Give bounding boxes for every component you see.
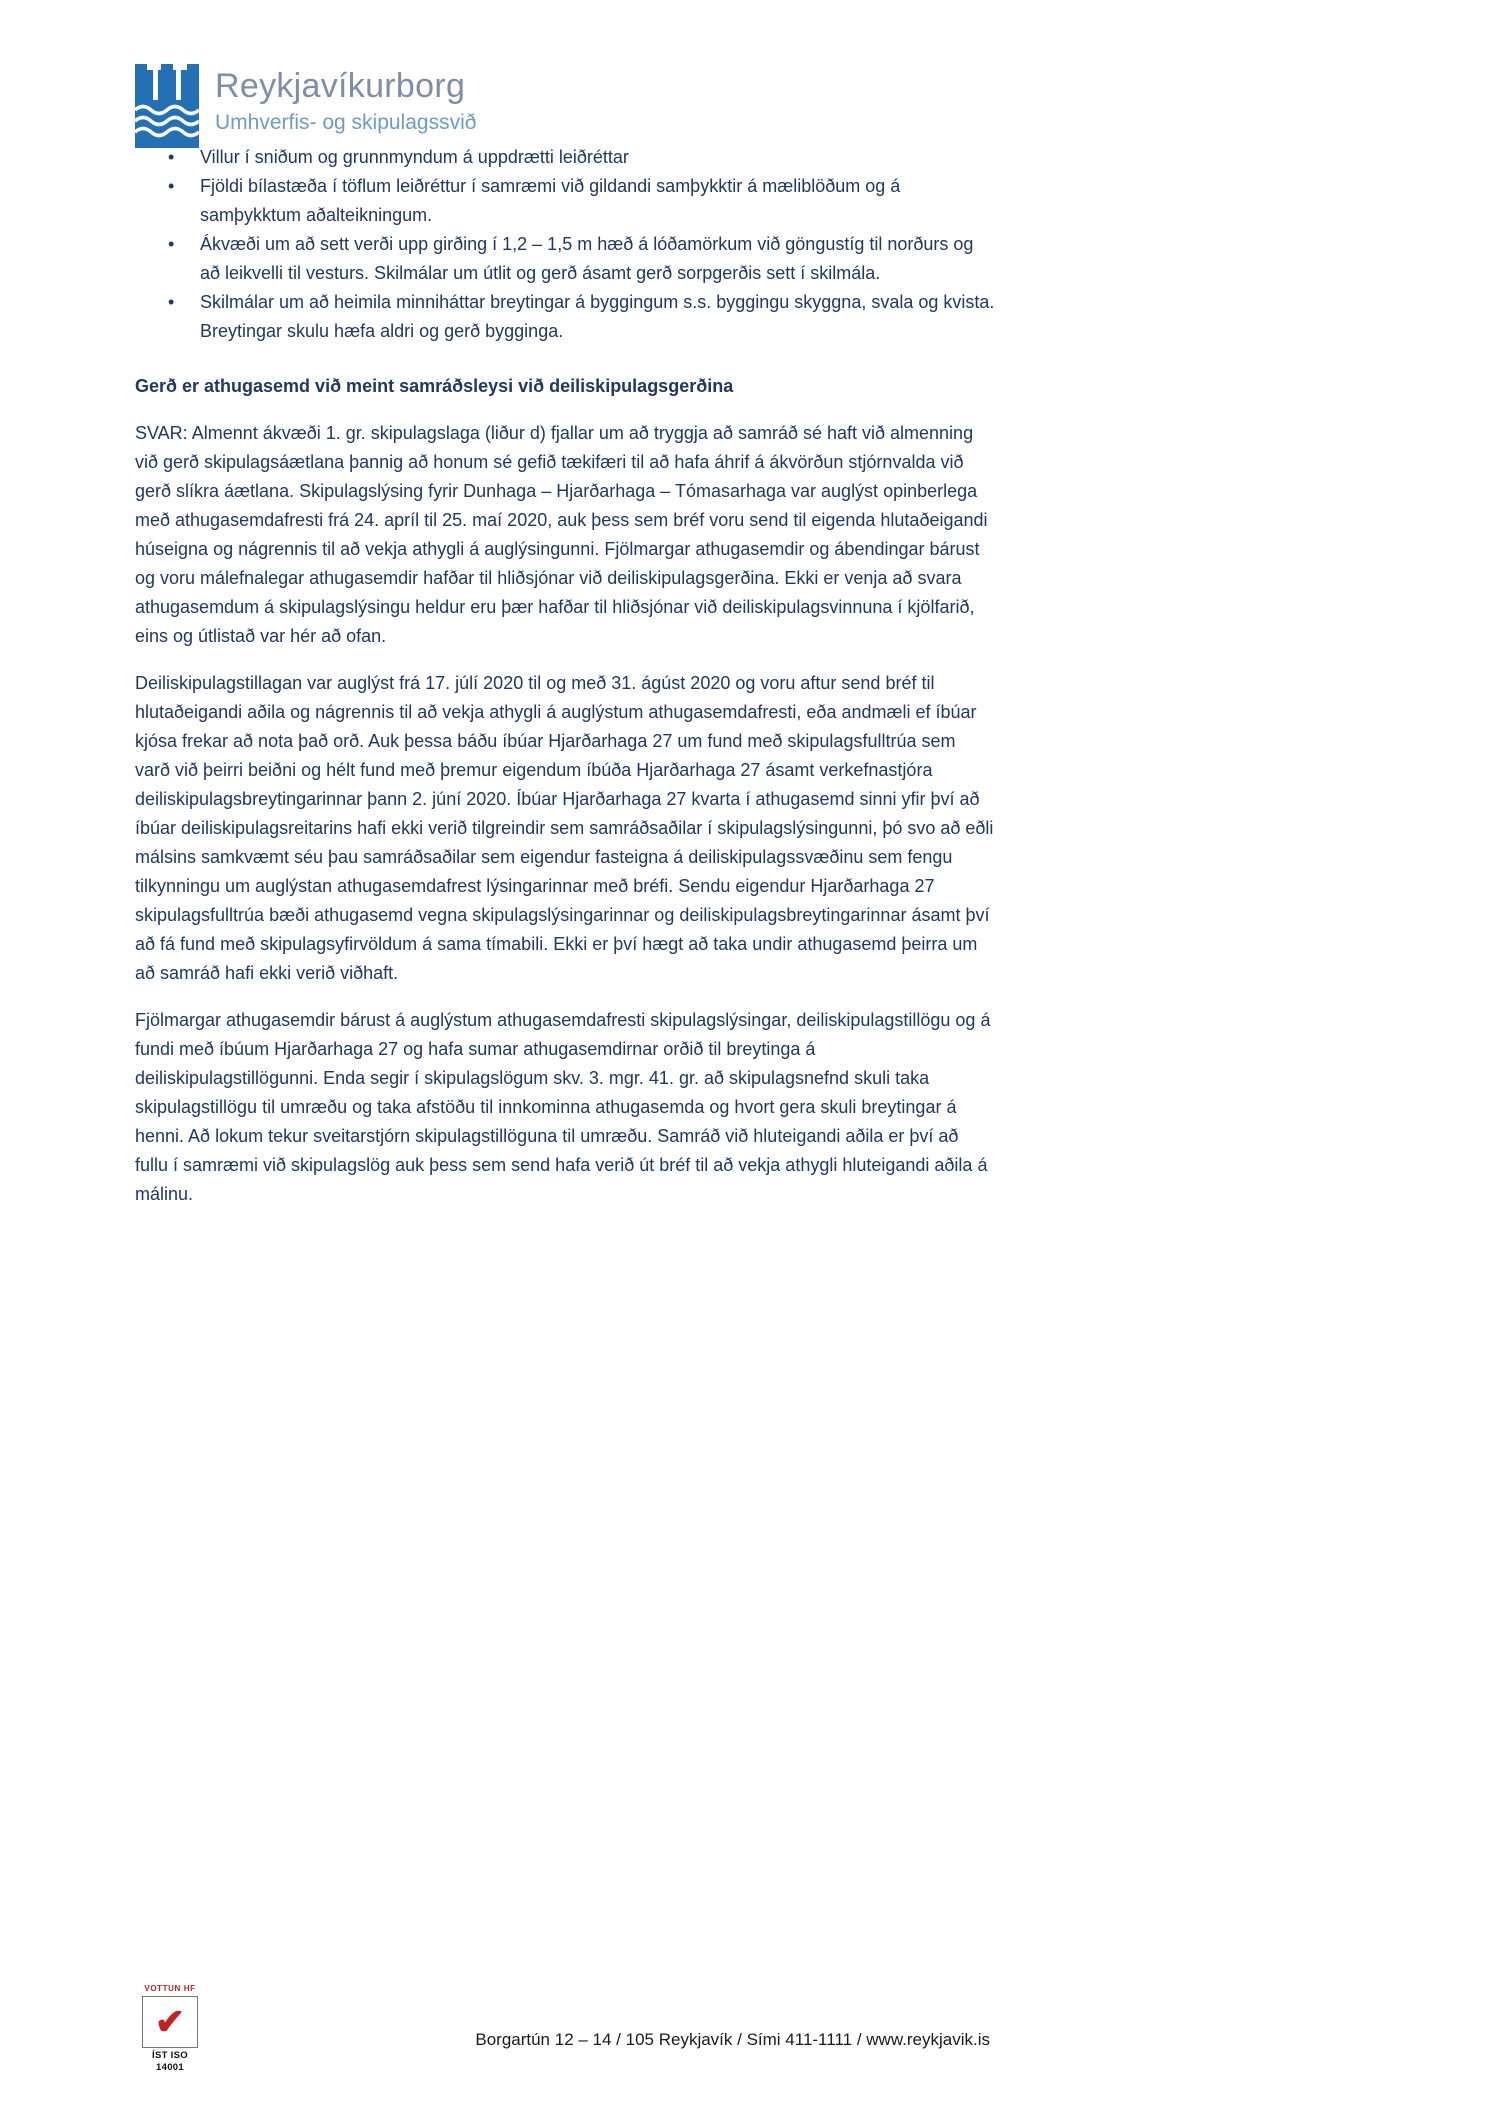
list-item-text: Ákvæði um að sett verði upp girðing í 1,2 – 1,5 m hæð á lóðamörkum við göngustíg til norðurs og að leikvelli til vesturs. Skilmálar um útlit og gerð ásamt gerð sorpgerðis sett í skilmála. (200, 234, 974, 283)
bullet-marker: • (168, 292, 175, 312)
list-item (135, 230, 995, 288)
org-identity (215, 64, 476, 135)
bullet-marker: • (168, 147, 175, 167)
list-item (135, 172, 995, 230)
list-item-text: Skilmálar um að heimila minniháttar breytingar á byggingum s.s. byggingu skyggna, svala og kvista. Breytingar skulu hæfa aldri og gerð bygginga. (200, 292, 995, 341)
checkmark-icon: ✔ (154, 2001, 186, 2042)
list-item (135, 288, 995, 346)
bullet-marker: • (168, 176, 175, 196)
bullet-list (135, 143, 995, 346)
bullet-marker: • (168, 234, 175, 254)
reykjavik-coat-of-arms-icon (135, 64, 199, 148)
paragraph: SVAR: Almennt ákvæði 1. gr. skipulagslaga (liður d) fjallar um að tryggja að samráð sé haft við almenning við gerð skipulagsáætlana þannig að honum sé gefið tækifæri til að hafa áhrif á ákvörðun stjórnvalda við gerð slíkra áætlana. Skipulagslýsing fyrir Dunhaga – Hjarðarhaga – Tómasarhaga var auglýst opinberlega með athugasemdafresti frá 24. apríl til 25. maí 2020, auk þess sem bréf voru send til eigenda hlutaðeigandi húseigna og nágrennis til að vekja athygli á auglýsingunni. Fjölmargar athugasemdir og ábendingar bárust og voru málefnalegar athugasemdir hafðar til hliðsjónar við deiliskipulagsgerðina. Ekki er venja að svara athugasemdum á skipulagslýsingu heldur eru þær hafðar til hliðsjónar við deiliskipulagsvinnuna í kjölfarið, eins og útlistað var hér að ofan. (135, 423, 988, 646)
org-name: Reykjavíkurborg (215, 67, 466, 105)
paragraph: Fjölmargar athugasemdir bárust á auglýstum athugasemdafresti skipulagslýsingar, deiliskipulagstillögu og á fundi með íbúum Hjarðarhaga 27 og hafa sumar athugasemdirnar orðið til breytinga á deiliskipulagstillögunni. Enda segir í skipulagslögum skv. 3. mgr. 41. gr. að skipulagsnefnd skuli taka skipulagstillögu til umræðu og taka afstöðu til innkominna athugasemda og hvort gera skuli breytingar á henni. Að lokum tekur sveitarstjórn skipulagstillöguna til umræðu. Samráð við hluteigandi aðila er því að fullu í samræmi við skipulagslög auk þess sem send hafa verið út bréf til að vekja athygli hluteigandi aðila á málinu. (135, 1010, 991, 1204)
letterhead (135, 64, 476, 148)
cert-vottun-label: VOTTUN HF (144, 1984, 196, 1993)
iso-certification-badge (138, 1984, 202, 2074)
list-item (135, 143, 995, 172)
list-item-text: Fjöldi bílastæða í töflum leiðréttur í samræmi við gildandi samþykktir á mæliblöðum og á samþykktum aðalteikningum. (200, 176, 901, 225)
section-heading: Gerð er athugasemd við meint samráðsleysi við deiliskipulagsgerðina (135, 376, 734, 396)
document-body (135, 143, 995, 1209)
cert-iso-label: ÍST ISO 14001 (152, 2050, 188, 2073)
list-item-text: Villur í sniðum og grunnmyndum á uppdrætti leiðréttar (200, 147, 629, 167)
cert-checkmark-box (142, 1996, 198, 2048)
footer-address: Borgartún 12 – 14 / 105 Reykjavík / Sími 411-1111 / www.reykjavik.is (475, 2030, 990, 2049)
org-department: Umhverfis- og skipulagssvið (215, 111, 477, 135)
paragraph: Deiliskipulagstillagan var auglýst frá 17. júlí 2020 til og með 31. ágúst 2020 og voru aftur send bréf til hlutaðeigandi aðila og nágrennis til að vekja athygli á auglýstum athugasemdafresti, eða andmæli ef íbúar kjósa frekar að nota það orð. Auk þessa báðu íbúar Hjarðarhaga 27 um fund með skipulagsfulltrúa sem varð við þeirri beiðni og hélt fund með þremur eigendum íbúða Hjarðarhaga 27 ásamt verkefnastjóra deiliskipulagsbreytingarinnar þann 2. júní 2020. Íbúar Hjarðarhaga 27 kvarta í athugasemd sinni yfir því að íbúar deiliskipulagsreitarins hafi ekki verið tilgreindir sem samráðsaðilar í skipulagslýsingunni, þó svo að eðli málsins samkvæmt séu þau samráðsaðilar sem eigendur fasteigna á deiliskipulagssvæðinu sem fengu tilkynningu um auglýstan athugasemdafrest lýsingarinnar með bréfi. Sendu eigendur Hjarðarhaga 27 skipulagsfulltrúa bæði athugasemd vegna skipulagslýsingarinnar og deiliskipulagsbreytingarinnar ásamt því að fá fund með skipulagsyfirvöldum á sama tímabili. Ekki er því hægt að taka undir athugasemd þeirra um að samráð hafi ekki verið viðhaft. (135, 673, 994, 983)
